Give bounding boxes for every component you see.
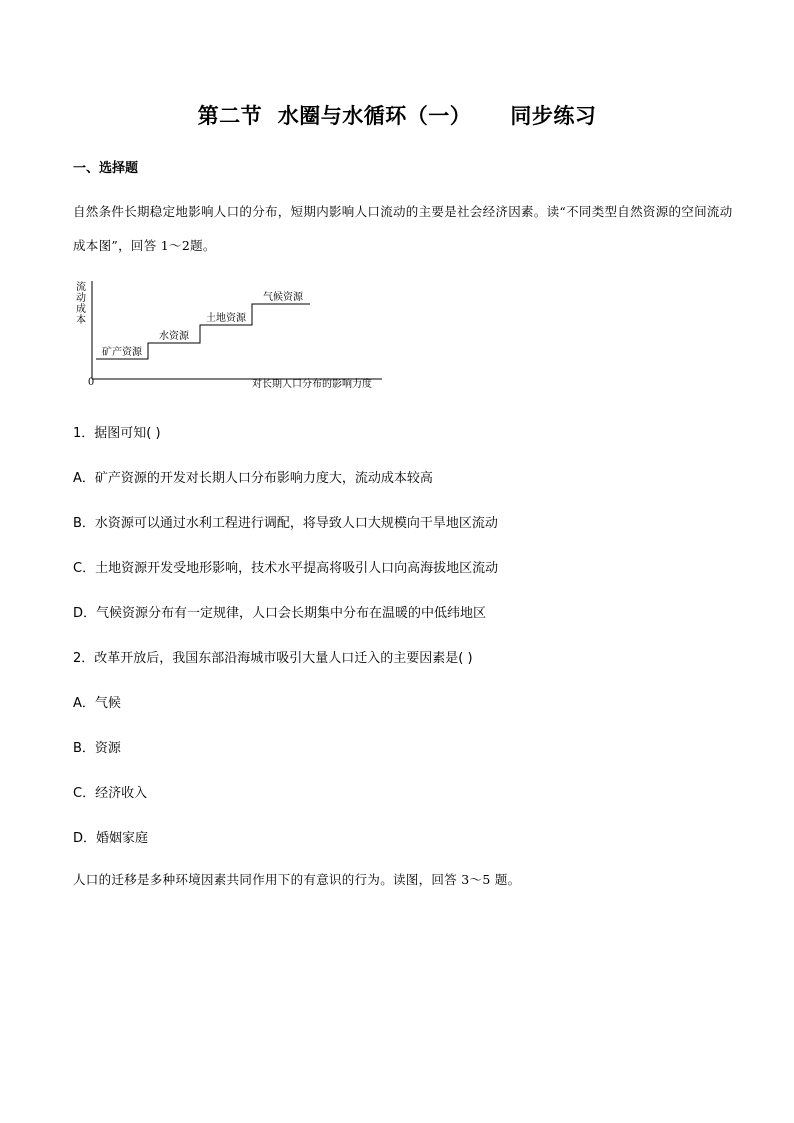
question-1-option-a: A．矿产资源的开发对长期人口分布影响力度大，流动成本较高: [73, 471, 433, 486]
question-1-option-d: D．气候资源分布有一定规律，人口会长期集中分布在温暖的中低纬地区: [73, 606, 487, 621]
question-2-option-b: B．资源: [73, 741, 121, 756]
question-1-option-c: C．土地资源开发受地形影响，技术水平提高将吸引人口向高海拔地区流动: [73, 561, 499, 576]
y-axis-label-char: 成: [76, 304, 86, 315]
question-2-stem: 2．改革开放后，我国东部沿海城市吸引大量人口迁入的主要因素是( ): [73, 651, 473, 666]
question-1-option-b: B．水资源可以通过水利工程进行调配，将导致人口大规模向干旱地区流动: [73, 516, 498, 531]
section-heading: 一、选择题: [73, 161, 139, 176]
x-axis-label: 对长期人口分布的影响力度: [252, 379, 372, 390]
step-label-mineral: 矿产资源: [102, 347, 142, 358]
y-axis-label-char: 流: [76, 282, 86, 293]
resource-cost-figure: [70, 275, 390, 395]
question-1-stem: 1．据图可知( ): [73, 426, 161, 441]
intro-paragraph-1: 自然条件长期稳定地影响人口的分布，短期内影响人口流动的主要是社会经济因素。读“不同类型自然资源的空间流动成本图”，回答 1～2题。: [73, 204, 733, 253]
intro-paragraph-2: 人口的迁移是多种环境因素共同作用下的有意识的行为。读图，回答 3～5 题。: [73, 872, 521, 887]
page-title: 第二节 水圈与水循环（一） 同步练习: [197, 104, 597, 128]
question-2-option-d: D．婚姻家庭: [73, 831, 149, 846]
y-axis-label-char: 本: [76, 315, 86, 326]
origin-label: 0: [87, 377, 95, 388]
question-2-option-a: A．气候: [73, 696, 121, 711]
step-label-climate: 气候资源: [263, 292, 303, 303]
y-axis-label-char: 动: [76, 293, 86, 304]
question-2-option-c: C．经济收入: [73, 786, 148, 801]
step-label-water: 水资源: [159, 331, 189, 342]
step-label-land: 土地资源: [206, 313, 246, 324]
